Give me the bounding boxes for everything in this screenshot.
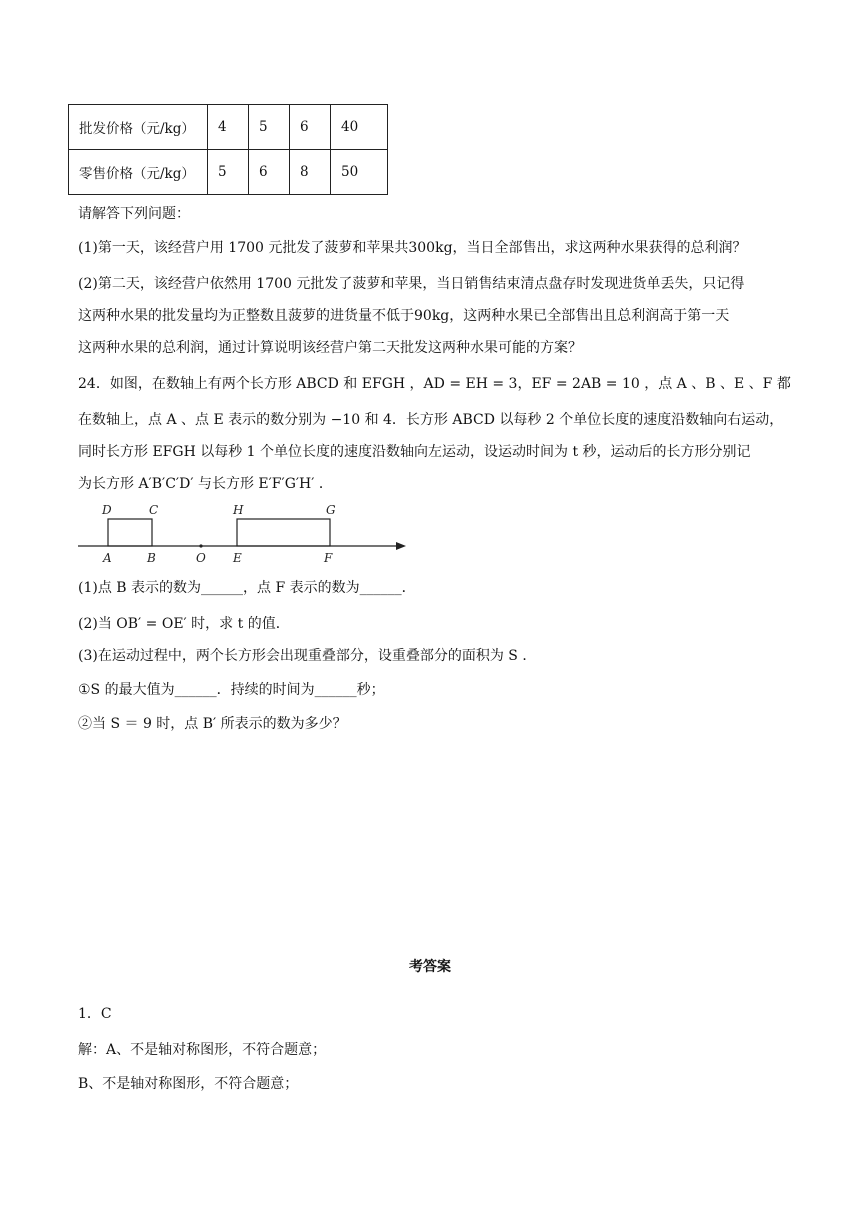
label-b: B [147, 551, 156, 565]
table-cell: 5 [208, 150, 249, 195]
label-d: D [102, 503, 112, 517]
q24-line4: 为长方形 A′B′C′D′ 与长方形 E′F′G′H′ ． [78, 476, 333, 492]
table-cell: 6 [249, 150, 290, 195]
number-line-figure [74, 500, 414, 566]
label-h: H [233, 503, 244, 517]
q23-part2-line1: (2)第二天，该经营户依然用 1700 元批发了菠萝和苹果，当日销售结束清点盘存时发现进货单丢失，只记得 [78, 276, 745, 292]
label-f: F [324, 551, 333, 565]
q24-sub3b: ②当 S ＝ 9 时，点 B′ 所表示的数为多少？ [78, 716, 347, 732]
table-cell: 40 [331, 105, 388, 150]
answer-1: 1．C [78, 1006, 112, 1022]
table-cell: 8 [290, 150, 331, 195]
label-c: C [149, 503, 159, 517]
rectangle-abcd [108, 519, 152, 546]
price-table [68, 104, 388, 195]
answer-1-line1: 解：A、不是轴对称图形，不符合题意； [78, 1042, 327, 1058]
q24-line3: 同时长方形 EFGH 以每秒 1 个单位长度的速度沿数轴向左运动，设运动时间为 t 秒，运动后的长方形分别记 [78, 444, 751, 460]
q24-sub3a: ①S 的最大值为______．持续的时间为______秒； [78, 682, 385, 698]
q24-line1: 24．如图，在数轴上有两个长方形 ABCD 和 EFGH ，AD = EH = 3，EF = 2AB = 10 ，点 A 、B 、E 、F 都 [78, 376, 791, 392]
q23-intro: 请解答下列问题： [78, 206, 190, 222]
q24-sub1: (1)点 B 表示的数为______，点 F 表示的数为______． [78, 580, 416, 596]
answer-1-line2: B、不是轴对称图形，不符合题意； [78, 1076, 299, 1092]
table-cell: 50 [331, 150, 388, 195]
label-o: O [196, 551, 206, 565]
axis-arrow-icon [396, 542, 406, 550]
label-g: G [326, 503, 336, 517]
table-cell: 6 [290, 105, 331, 150]
table-row [69, 105, 388, 150]
q23-part2-line3: 这两种水果的总利润，通过计算说明该经营户第二天批发这两种水果可能的方案？ [78, 340, 582, 356]
q23-part1: (1)第一天，该经营户用 1700 元批发了菠萝和苹果共300kg，当日全部售出，求这两种水果获得的总利润？ [78, 240, 747, 256]
rectangle-efgh [237, 519, 330, 546]
q23-part2-line2: 这两种水果的批发量均为正整数且菠萝的进货量不低于90kg，这两种水果已全部售出且总利润高于第一天 [78, 308, 730, 324]
q24-sub3: (3)在运动过程中，两个长方形会出现重叠部分，设重叠部分的面积为 S ． [78, 648, 537, 664]
q24-sub2: (2)当 OB′ = OE′ 时，求 t 的值． [78, 616, 290, 632]
table-cell: 4 [208, 105, 249, 150]
q24-line2: 在数轴上，点 A 、点 E 表示的数分别为 −10 和 4．长方形 ABCD 以每秒 2 个单位长度的速度沿数轴向右运动， [78, 412, 784, 428]
table-cell: 5 [249, 105, 290, 150]
answers-heading: 考答案 [409, 959, 451, 975]
table-row [69, 150, 388, 195]
label-a: A [103, 551, 112, 565]
table-cell: 批发价格（元/kg） [69, 105, 208, 150]
label-e: E [233, 551, 242, 565]
origin-point [199, 544, 202, 547]
table-cell: 零售价格（元/kg） [69, 150, 208, 195]
